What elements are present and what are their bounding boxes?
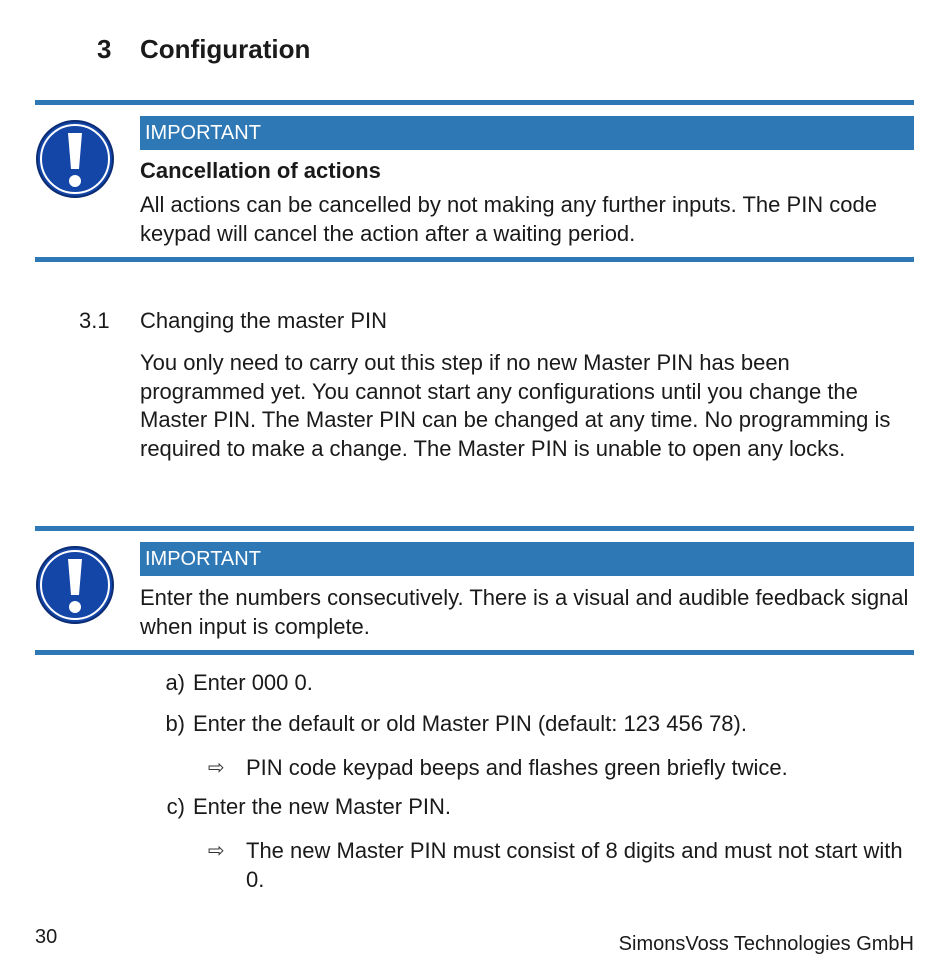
result-arrow-icon: ⇨ [208, 840, 225, 862]
company-name: SimonsVoss Technologies GmbH [618, 933, 914, 955]
notice-bottom-rule [35, 650, 914, 655]
step-text: Enter 000 0. [193, 670, 313, 695]
important-exclamation-icon [35, 119, 115, 199]
section-number: 3.1 [79, 308, 110, 333]
notice-top-rule [35, 526, 914, 531]
step-letter: b) [165, 711, 185, 736]
important-banner: IMPORTANT [140, 542, 914, 576]
step-letter: c) [166, 794, 185, 819]
notice-top-rule [35, 100, 914, 105]
section-body: You only need to carry out this step if no new Master PIN has been programmed yet. You cannot start any configurations until you change the Master PIN. The Master PIN can be changed at any time. No programming is required to make a change. The Master PIN is unable to open any locks. [140, 350, 891, 461]
step-result: PIN code keypad beeps and flashes green briefly twice. [246, 755, 788, 780]
step-result: The new Master PIN must consist of 8 digits and must not start with 0. [246, 838, 903, 892]
notice-text: All actions can be cancelled by not making any further inputs. The PIN code keypad will cancel the action after a waiting period. [140, 192, 878, 246]
notice-heading: Cancellation of actions [140, 158, 381, 183]
important-exclamation-icon [35, 545, 115, 625]
step-text: Enter the default or old Master PIN (default: 123 456 78). [193, 711, 747, 736]
step-letter: a) [165, 670, 185, 695]
important-banner: IMPORTANT [140, 116, 914, 150]
chapter-number: 3 [97, 34, 112, 64]
result-arrow-icon: ⇨ [208, 757, 225, 779]
notice-bottom-rule [35, 257, 914, 262]
chapter-title: Configuration [140, 34, 311, 64]
step-text: Enter the new Master PIN. [193, 794, 451, 819]
notice-text: Enter the numbers consecutively. There is a visual and audible feedback signal when input is complete. [140, 585, 909, 639]
page-number: 30 [35, 926, 58, 948]
section-title: Changing the master PIN [140, 308, 388, 333]
